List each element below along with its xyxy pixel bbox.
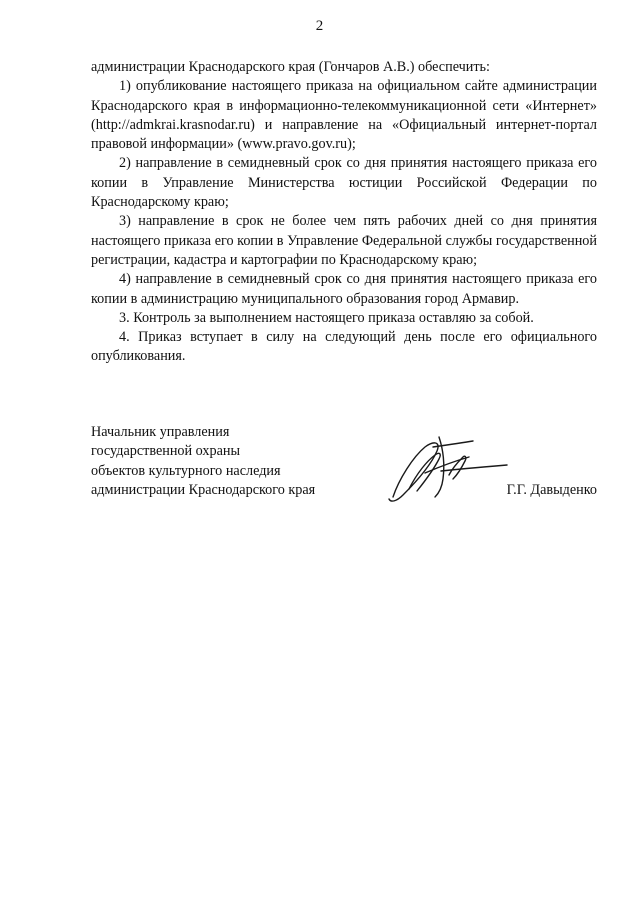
paragraph-effective-date: 4. Приказ вступает в силу на следующий день после его официального опубликования. (91, 329, 597, 365)
document-body (91, 58, 597, 367)
signer-title-line: администрации Краснодарского края (91, 481, 316, 498)
handwritten-signature (379, 427, 514, 507)
paragraph-item-4-armavir-administration: 4) направление в семидневный срок со дня принятия настоящего приказа его копии в администрацию муниципального образования город Армавир. (91, 271, 597, 307)
paragraph-intro: администрации Краснодарского края (Гончаров А.В.) обеспечить: (91, 59, 490, 75)
signer-title-line: государственной охраны (91, 443, 241, 460)
paragraph-item-3-registration-service: 3) направление в срок не более чем пять рабочих дней со дня принятия настоящего приказа его копии в Управление Федеральной службы государственной регистрации, кадастра и картографии по Краснодарскому краю; (91, 213, 597, 268)
signature-block (91, 423, 597, 503)
signature-strokes (389, 437, 507, 501)
signer-name: Г.Г. Давыденко (506, 482, 597, 498)
signer-title-line: объектов культурного наследия (91, 462, 281, 479)
paragraph-item-1-publication: 1) опубликование настоящего приказа на официальном сайте администрации Краснодарского края в информационно-телекоммуникационной сети «Интернет» (http://admkrai.krasnodar.ru) и направление на «Официальный интернет-портал правовой информации» (www.pravo.gov.ru); (91, 78, 597, 153)
paragraph-control-clause: 3. Контроль за выполнением настоящего приказа оставляю за собой. (119, 309, 534, 326)
page-number: 2 (315, 18, 324, 34)
paragraph-item-2-ministry-of-justice: 2) направление в семидневный срок со дня принятия настоящего приказа его копии в Управление Министерства юстиции Российской Федерации по Краснодарскому краю; (91, 155, 597, 211)
signer-title-line: Начальник управления (91, 424, 230, 440)
signer-title (91, 423, 315, 500)
